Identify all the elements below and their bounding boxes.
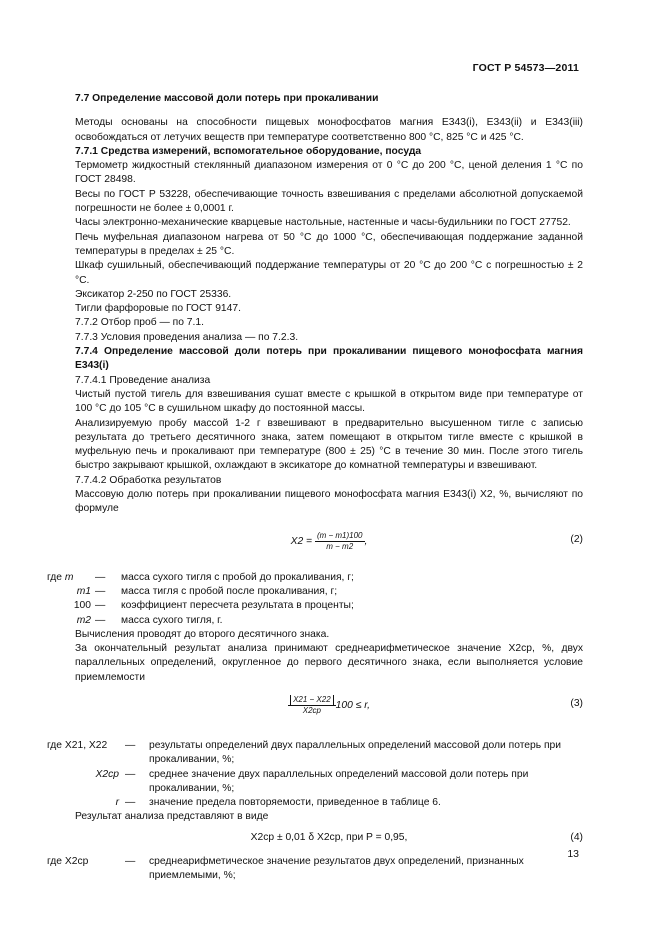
page-number: 13 bbox=[567, 848, 579, 860]
definition-row: где X21, X22 — результаты определений двух параллельных определений массовой доли потерь при прокаливании, %; bbox=[47, 739, 562, 766]
subsection-773: 7.7.3 Условия проведения анализа — по 7.2.3. bbox=[75, 331, 299, 343]
formula-3-fraction bbox=[288, 695, 336, 716]
formula-3-definitions bbox=[47, 739, 583, 810]
formula-2-fraction bbox=[315, 531, 365, 552]
definition-row: X2ср — среднее значение двух параллельных определений массовой доли потерь при прокаливании, %; bbox=[95, 768, 529, 794]
formula-2-expression bbox=[75, 531, 583, 552]
formula-3-tail: 100 ≤ r, bbox=[335, 700, 370, 712]
document-body bbox=[47, 88, 583, 883]
formula-3-expression bbox=[75, 695, 583, 716]
formula-3 bbox=[75, 691, 583, 725]
subsection-774-title: 7.7.4 Определение массовой доли потерь при прокаливании пищевого монофосфата магния Е343(i) bbox=[75, 346, 583, 372]
section-intro: Методы основаны на способности пищевых монофосфатов магния Е343(i), Е343(ii) и Е343(iii) освобождаться от летучих веществ при температуре соответственно 800 °С, 825 °С и 425 °С. bbox=[75, 117, 583, 143]
formula-2-numerator: (m − m1)100 bbox=[316, 530, 363, 540]
formula-3-numerator: X21 − X22 bbox=[290, 695, 334, 705]
standard-header: ГОСТ Р 54573—2011 bbox=[472, 62, 579, 74]
definition-row: m2 — масса сухого тигля, г. bbox=[76, 614, 223, 626]
processing-paragraph: Массовую долю потерь при прокаливании пищевого монофосфата магния Е343(i) X2, %, вычисляют по формуле bbox=[75, 489, 583, 515]
where-label: где m bbox=[47, 571, 74, 583]
definition-row: r — значение предела повторяемости, приведенное в таблице 6. bbox=[115, 797, 441, 809]
formula-4 bbox=[75, 829, 583, 851]
equipment-item: Весы по ГОСТ Р 53228, обеспечивающие точность взвешивания с пределами абсолютной допускаемой погрешности не более ± 0,0001 г. bbox=[75, 188, 583, 215]
formula-2-number: (2) bbox=[570, 533, 583, 545]
formula-4-number: (4) bbox=[570, 831, 583, 843]
equipment-item: Печь муфельная диапазоном нагрева от 50 °С до 1000 °С, обеспечивающая поддержание заданной температуры в пределах ± 25 °С. bbox=[75, 231, 583, 257]
formula-2-lhs: X2 = bbox=[290, 535, 313, 547]
formula-2-denominator: m − m2 bbox=[326, 541, 354, 551]
equipment-item: Тигли фарфоровые по ГОСТ 9147. bbox=[75, 303, 241, 315]
formula-2 bbox=[75, 527, 583, 563]
subsection-771-title: 7.7.1 Средства измерений, вспомогательное оборудование, посуда bbox=[75, 145, 422, 157]
definition-row: 100 — коэффициент пересчета результата в проценты; bbox=[73, 600, 354, 612]
subsection-7741-title: 7.7.4.1 Проведение анализа bbox=[75, 374, 211, 386]
subsection-772: 7.7.2 Отбор проб — по 7.1. bbox=[75, 317, 204, 329]
equipment-item: Шкаф сушильный, обеспечивающий поддержание температуры от 20 °С до 200 °С с погрешностью ± 2 °С. bbox=[75, 260, 583, 286]
section-title: 7.7 Определение массовой доли потерь при прокаливании bbox=[75, 93, 379, 104]
definition-row: где X2ср — среднеарифметическое значение результатов двух определений, признанных приемлемыми, %; bbox=[47, 855, 524, 882]
formula-3-number: (3) bbox=[570, 697, 583, 709]
formula-3-denominator: X2ср bbox=[302, 705, 321, 715]
definition-row: m1 — масса тигля с пробой после прокаливания, г; bbox=[76, 585, 338, 597]
final-result-paragraph: За окончательный результат анализа принимают среднеарифметическое значение X2ср, %, двух параллельных определений, округленное до первого десятичного знака, если выполняется условие приемлемости bbox=[75, 643, 583, 683]
equipment-item: Часы электронно-механические кварцевые настольные, настенные и часы-будильники по ГОСТ 27752. bbox=[75, 217, 571, 229]
definition-row: где m — масса сухого тигля с пробой до прокаливания, г; bbox=[47, 571, 583, 585]
equipment-item: Эксикатор 2-250 по ГОСТ 25336. bbox=[75, 288, 232, 300]
formula-2-tail: , bbox=[364, 535, 368, 547]
equipment-item: Термометр жидкостный стеклянный диапазоном измерения от 0 °С до 200 °С, ценой деления 1 °С по ГОСТ 28498. bbox=[75, 160, 583, 186]
analysis-paragraph: Анализируемую пробу массой 1-2 г взвешивают в предварительно высушенном тигле с записью результата до третьего десятичного знака, затем помещают в открытом тигле вместе с крышкой в муфельную печь и прокаливают при температуре (800 ± 25) °С в течение 30 мин. После этого тигель быстро закрывают крышкой, охлаждают в эксикаторе до комнатной температуры и взвешивают. bbox=[75, 417, 583, 472]
analysis-paragraph: Чистый пустой тигель для взвешивания сушат вместе с крышкой в открытом виде при температуре от 100 °С до 105 °С в сушильном шкафу до постоянной массы. bbox=[75, 388, 583, 415]
result-form-paragraph: Результат анализа представляют в виде bbox=[75, 811, 269, 823]
subsection-7742-title: 7.7.4.2 Обработка результатов bbox=[75, 474, 222, 486]
formula-2-definitions bbox=[47, 571, 583, 628]
formula-4-definitions bbox=[47, 855, 583, 884]
calc-note: Вычисления проводят до второго десятичного знака. bbox=[75, 628, 330, 640]
formula-4-expression: X2ср ± 0,01 δ X2ср, при P = 0,95, bbox=[250, 831, 408, 843]
